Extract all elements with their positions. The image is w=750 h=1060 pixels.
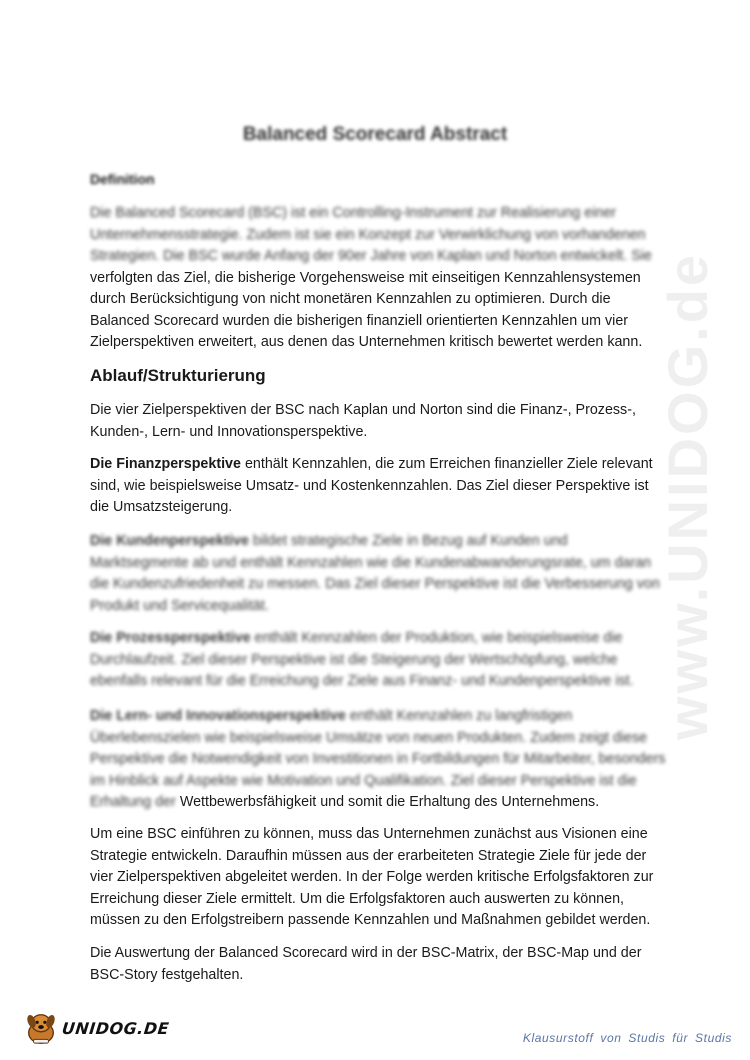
definition-blurred-text: Die Balanced Scorecard (BSC) ist ein Controlling-Instrument zur Realisierung einer Unternehmensstrategie. Zudem ist sie ein Konzept zur Verwirklichung von vorhandenen Strategien. Die BSC wurde Anfang der 90er Jahre von Kaplan und Norton entwickelt. Sie xyxy=(90,205,652,264)
unidog-logo xyxy=(22,1010,172,1046)
customer-paragraph xyxy=(90,531,670,617)
page-title: Balanced Scorecard Abstract xyxy=(242,124,508,145)
definition-heading: Definition xyxy=(90,171,155,187)
intro-paragraph: Die vier Zielperspektiven der BSC nach Kaplan und Norton sind die Finanz-, Prozess-, Kunden-, Lern- und Innovationsperspektive. xyxy=(90,402,636,440)
customer-term: Die Kundenperspektive xyxy=(90,533,249,549)
process-term: Die Prozessperspektive xyxy=(90,630,251,646)
footer-tagline: Klausurstoff von Studis für Studis xyxy=(522,1031,732,1045)
definition-paragraph xyxy=(90,203,670,354)
section-heading: Ablauf/Strukturierung xyxy=(90,366,266,385)
learning-clear-text: Wettbewerbsfähigkeit und somit die Erhaltung des Unternehmens. xyxy=(179,794,600,810)
watermark: www.UNIDOG.de xyxy=(656,251,719,740)
logo-text: UNIDOG.DE xyxy=(61,1018,171,1038)
finance-term: Die Finanzperspektive xyxy=(90,456,241,472)
process-paragraph xyxy=(90,628,670,693)
strategy-paragraph: Um eine BSC einführen zu können, muss das Unternehmen zunächst aus Visionen eine Strategie entwickeln. Daraufhin müssen aus der erarbeiteten Strategie Ziele für jede der vier Zielperspektiven abgeleitet werden. In der Folge werden kritische Erfolgsfaktoren zur Erreichung dieser Ziele ermittelt. Um die Erfolgsfaktoren auch auswerten zu können, müssen zu den Erfolgstreibern passende Kennzahlen und Maßnahmen gebildet werden. xyxy=(90,826,654,928)
learning-text: enthält Kennzahlen zu langfristigen Überlebenszielen wie beispielsweise Umsätze von neuen Produkten. Zudem zeigt diese Perspektive die Notwendigkeit von Investitionen in Fortbildungen für Mitarbeiter, besonders im Hinblick auf Aspekte wie Motivation und Qualifikation. Ziel dieser Perspektive ist die Erhaltung der xyxy=(90,708,666,810)
learning-paragraph xyxy=(90,706,670,814)
dog-icon xyxy=(22,1010,60,1046)
finance-text: enthält Kennzahlen, die zum Erreichen finanzieller Ziele relevant sind, wie beispielsweise Umsatz- und Kostenkennzahlen. Das Ziel dieser Perspektive ist die Umsatzsteigerung. xyxy=(90,456,653,515)
finance-paragraph xyxy=(90,454,670,519)
definition-clear-text: verfolgten das Ziel, die bisherige Vorgehensweise mit einseitigen Kennzahlensystemen durch Berücksichtigung von nicht monetären Kennzahlen zu optimieren. Durch die Balanced Scorecard wurden die bisherigen finanziell orientierten Kennzahlen um vier Zielperspektiven erweitert, aus denen das Unternehmen kritisch bewertet werden kann. xyxy=(90,269,643,350)
customer-text: bildet strategische Ziele in Bezug auf Kunden und Marktsegmente ab und enthält Kennzahlen wie die Kundenabwanderungsrate, um daran die Kundenzufriedenheit zu messen. Das Ziel dieser Perspektive ist die Verbesserung von Produkt und Servicequalität. xyxy=(90,533,660,614)
process-text: enthält Kennzahlen der Produktion, wie beispielsweise die Durchlaufzeit. Ziel dieser Perspektive ist die Steigerung der Wertschöpfung, welche ebenfalls relevant für die Erreichung der Ziele aus Finanz- und Kundenperspektive ist. xyxy=(90,630,634,689)
learning-term: Die Lern- und Innovationsperspektive xyxy=(90,708,346,724)
evaluation-paragraph: Die Auswertung der Balanced Scorecard wird in der BSC-Matrix, der BSC-Map und der BSC-Story festgehalten. xyxy=(90,945,642,983)
